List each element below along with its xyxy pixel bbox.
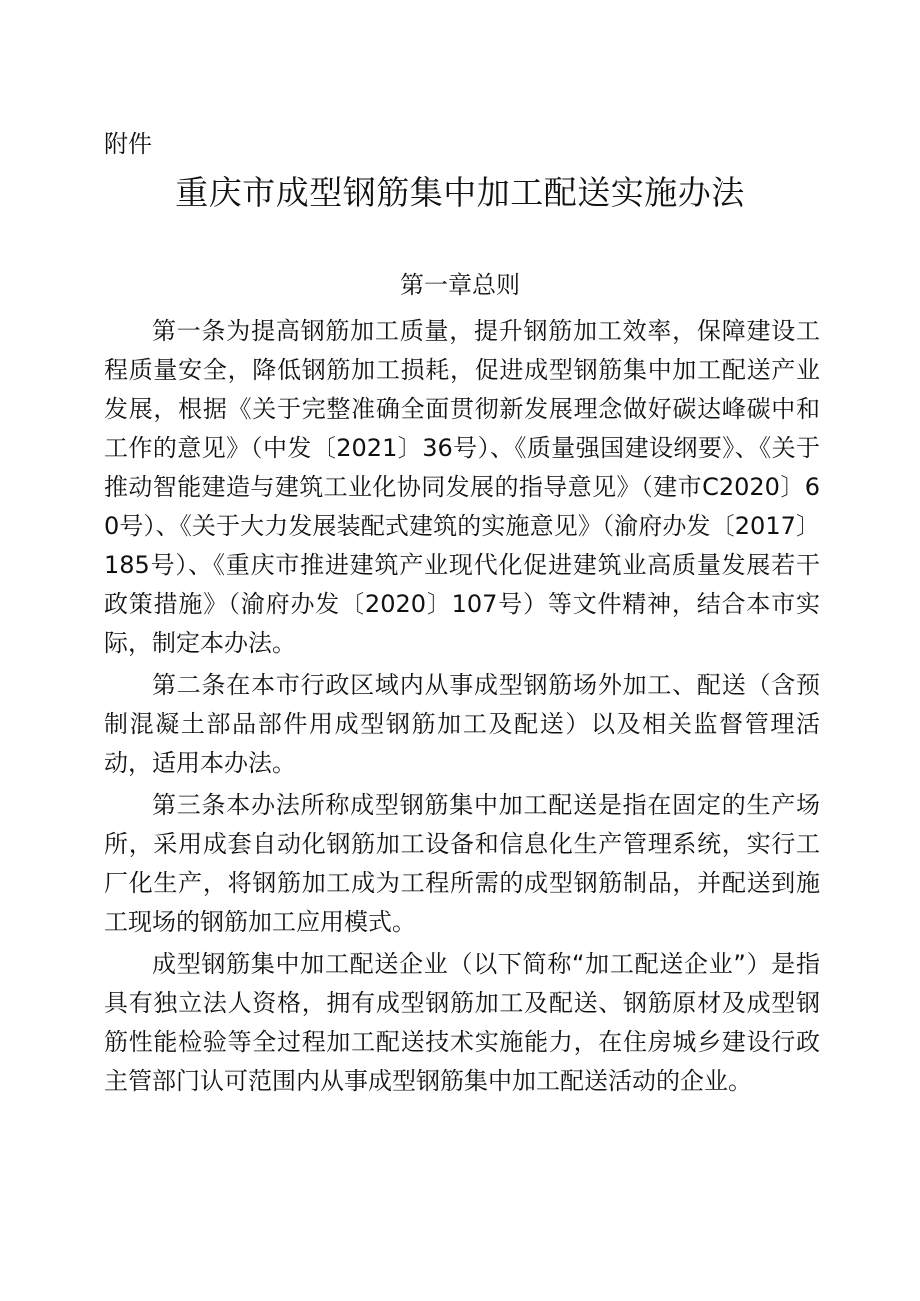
article-3-definition-paragraph: 成型钢筋集中加工配送企业（以下简称“加工配送企业”）是指具有独立法人资格，拥有成型钢筋加工及配送、钢筋原材及成型钢筋性能检验等全过程加工配送技术实施能力，在住房城乡建设行政主管部门认可范围内从事成型钢筋集中加工配送活动的企业。	[104, 950, 820, 1095]
attachment-label: 附件	[104, 130, 152, 158]
article-1-paragraph: 第一条为提高钢筋加工质量，提升钢筋加工效率，保障建设工程质量安全，降低钢筋加工损耗，促进成型钢筋集中加工配送产业发展，根据《关于完整准确全面贯彻新发展理念做好碳达峰碳中和工作的意见》（中发〔2021〕36号）、《质量强国建设纲要》、《关于推动智能建造与建筑工业化协同发展的指导意见》（建市C2020〕60号）、《关于大力发展装配式建筑的实施意见》（渝府办发〔2017〕185号）、《重庆市推进建筑产业现代化促进建筑业高质量发展若干政策措施》（渝府办发〔2020〕107号）等文件精神，结合本市实际，制定本办法。	[104, 317, 820, 657]
chapter-heading: 第一章总则	[400, 271, 520, 299]
article-3-paragraph: 第三条本办法所称成型钢筋集中加工配送是指在固定的生产场所，采用成套自动化钢筋加工设备和信息化生产管理系统，实行工厂化生产，将钢筋加工成为工程所需的成型钢筋制品，并配送到施工现场的钢筋加工应用模式。	[104, 791, 820, 936]
article-2-paragraph: 第二条在本市行政区域内从事成型钢筋场外加工、配送（含预制混凝土部品部件用成型钢筋加工及配送）以及相关监督管理活动，适用本办法。	[104, 671, 820, 777]
document-body	[104, 312, 820, 1104]
document-title: 重庆市成型钢筋集中加工配送实施办法	[175, 173, 745, 212]
